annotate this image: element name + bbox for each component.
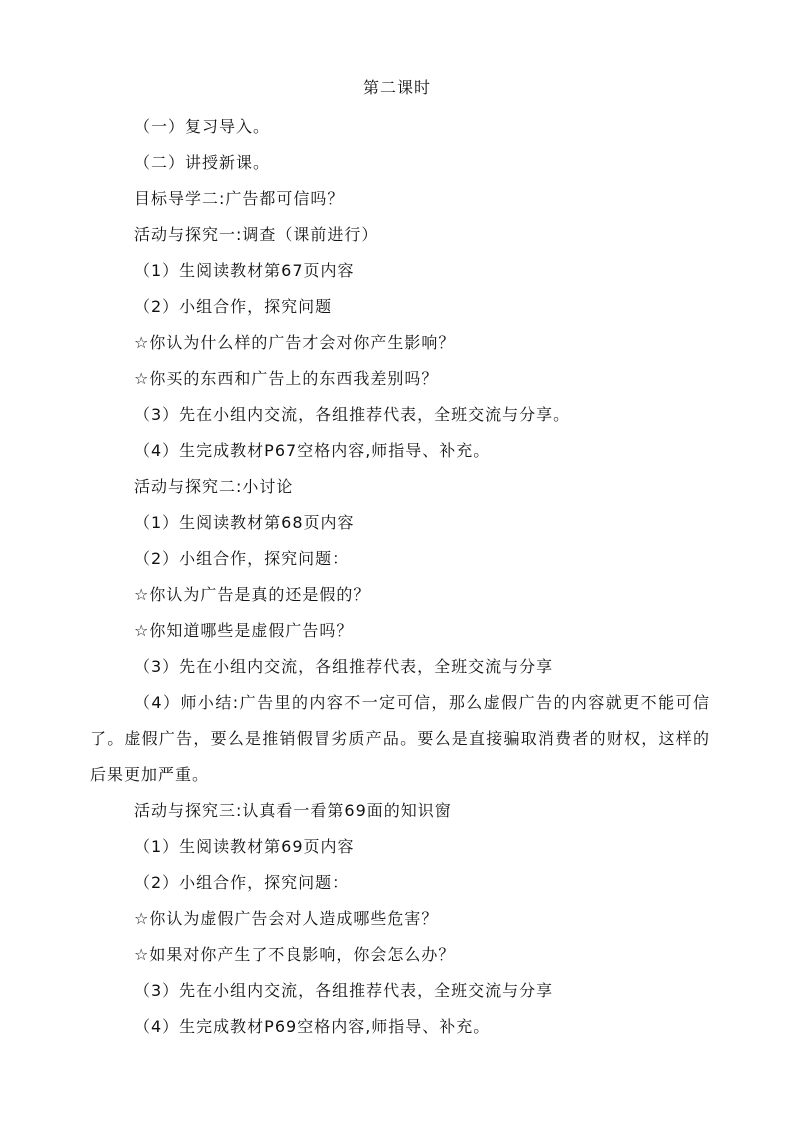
activity-two-question-1: ☆你认为广告是真的还是假的？ [134, 585, 371, 604]
activity-two-step-1: （1）生阅读教材第68页内容 [134, 513, 355, 532]
activity-one-step-2: （2）小组合作，探究问题 [134, 297, 333, 316]
activity-two-step-3: （3）先在小组内交流，各组推荐代表，全班交流与分享 [134, 657, 554, 676]
goal-heading: 目标导学二:广告都可信吗？ [134, 189, 345, 208]
activity-three-step-1: （1）生阅读教材第69页内容 [134, 837, 355, 856]
activity-three-question-2: ☆如果对你产生了不良影响，你会怎么办？ [134, 945, 456, 964]
activity-one-heading: 活动与探究一:调查（课前进行） [134, 225, 379, 244]
activity-one-step-3: （3）先在小组内交流，各组推荐代表，全班交流与分享。 [134, 405, 571, 424]
activity-three-heading: 活动与探究三:认真看一看第69面的知识窗 [134, 801, 452, 820]
activity-one-step-4: （4）生完成教材P67空格内容,师指导、补充。 [134, 441, 491, 460]
activity-three-step-4: （4）生完成教材P69空格内容,师指导、补充。 [134, 1017, 491, 1036]
teacher-summary-paragraph: （4）师小结:广告里的内容不一定可信，那么虚假广告的内容就更不能可信了。虚假广告，要么是推销假冒劣质产品。要么是直接骗取消费者的财权，这样的后果更加严重。 [90, 693, 710, 784]
lesson-title: 第二课时 [362, 78, 431, 97]
section-review: （一）复习导入。 [134, 117, 271, 136]
activity-three-question-1: ☆你认为虚假广告会对人造成哪些危害？ [134, 909, 439, 928]
activity-two-step-2: （2）小组合作，探究问题： [134, 549, 350, 568]
activity-one-step-1: （1）生阅读教材第67页内容 [134, 261, 355, 280]
activity-one-question-2: ☆你买的东西和广告上的东西我差别吗？ [134, 369, 439, 388]
activity-two-heading: 活动与探究二:小讨论 [134, 477, 294, 496]
activity-three-step-2: （2）小组合作，探究问题： [134, 873, 350, 892]
activity-three-step-3: （3）先在小组内交流，各组推荐代表，全班交流与分享 [134, 981, 554, 1000]
activity-two-question-2: ☆你知道哪些是虚假广告吗？ [134, 621, 354, 640]
activity-one-question-1: ☆你认为什么样的广告才会对你产生影响？ [134, 333, 456, 352]
section-new-lesson: （二）讲授新课。 [134, 153, 271, 172]
